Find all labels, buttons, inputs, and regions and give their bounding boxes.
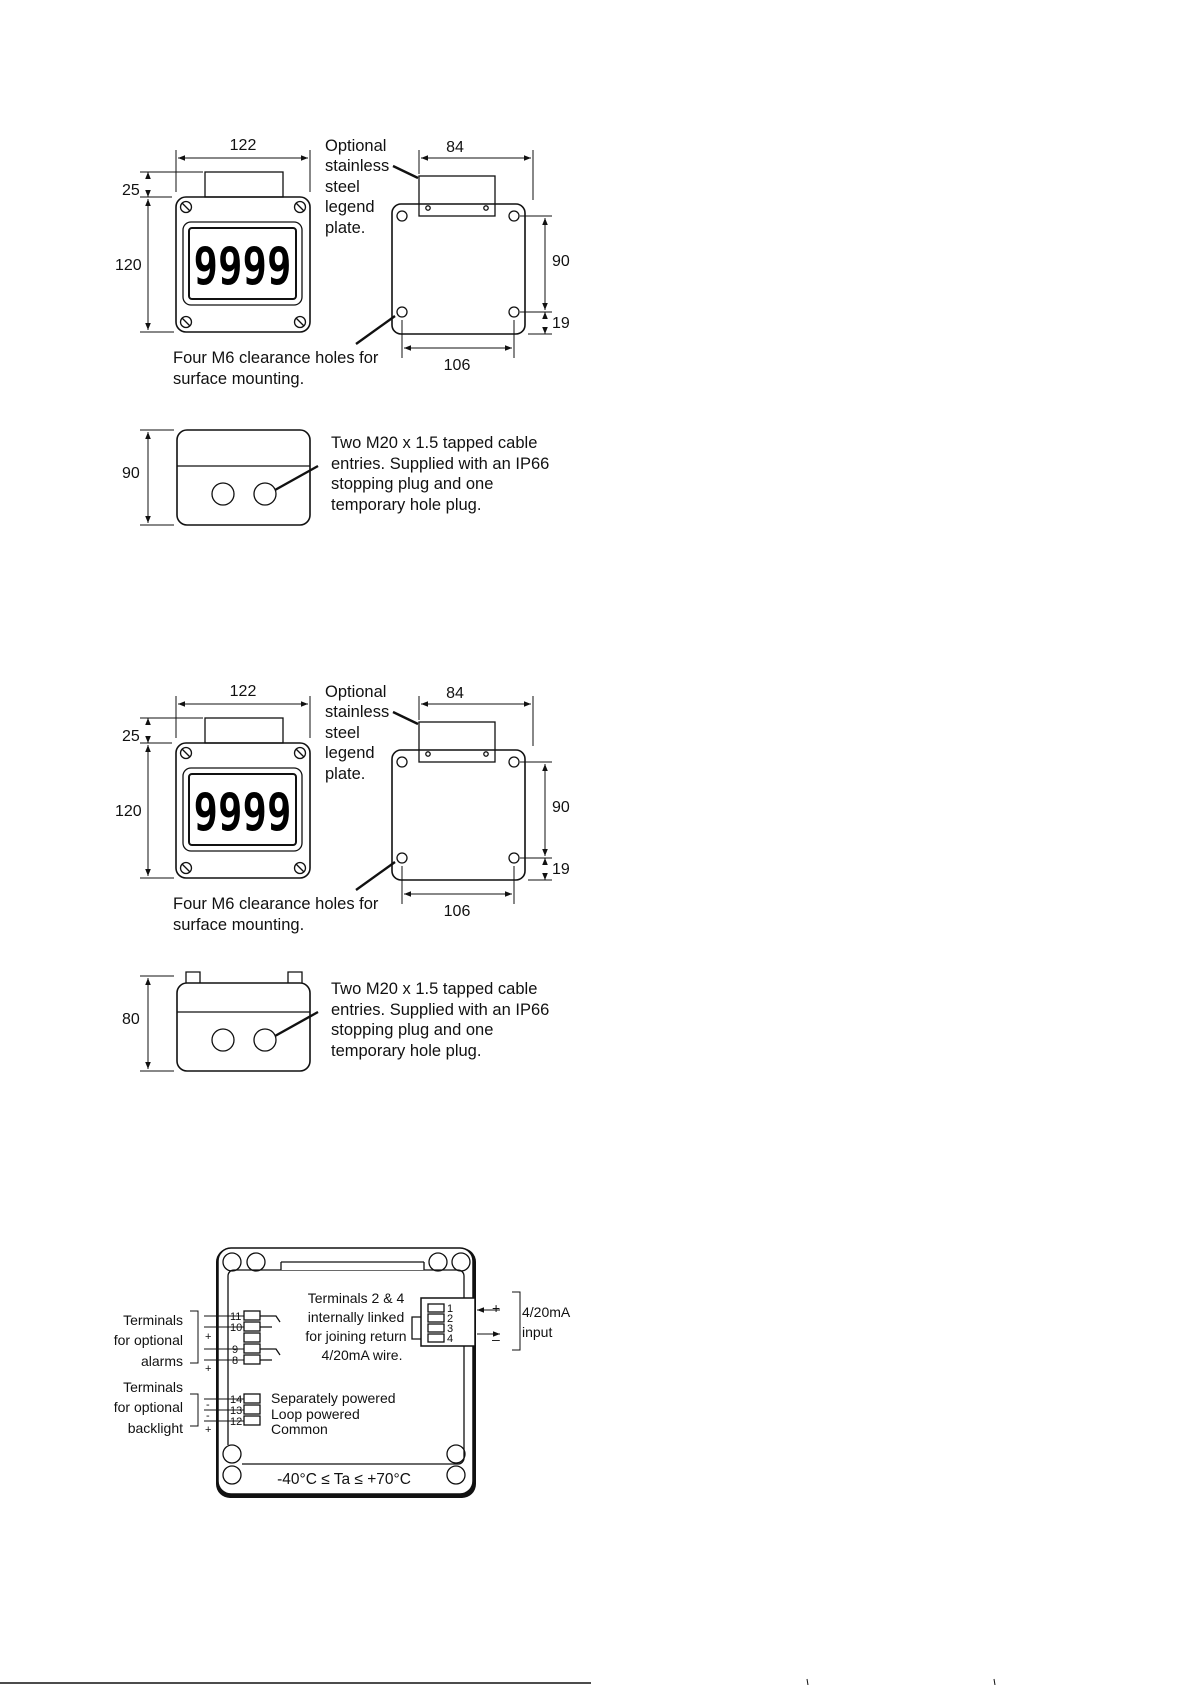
mounting-hole <box>397 211 407 221</box>
backlight-label-line: for optional <box>113 1399 183 1415</box>
dim-depth: 80 <box>122 1011 140 1028</box>
terminal-number: 11 <box>230 1311 242 1323</box>
mounting-hole <box>509 211 519 221</box>
plate-note-line: plate. <box>325 219 366 237</box>
plate-note-line: Optional <box>325 683 387 701</box>
cable-entry <box>254 1029 276 1051</box>
dim-height: 120 <box>115 803 142 820</box>
cable-note-line: entries. Supplied with an IP66 <box>331 455 550 473</box>
backlight-mode: Loop powered <box>271 1406 360 1422</box>
plate-note-line: steel <box>325 178 360 196</box>
dim-plate-width: 84 <box>446 685 464 702</box>
legend-plate-tab <box>205 718 283 743</box>
dim-hole-vertical: 90 <box>552 253 570 270</box>
link-note-line: Terminals 2 & 4 <box>307 1290 405 1306</box>
terminal-number: 2 <box>447 1313 454 1325</box>
dim-plate-height: 25 <box>122 728 140 745</box>
cable-entry <box>254 483 276 505</box>
legend-plate <box>419 176 495 216</box>
plate-note-line: stainless <box>325 157 390 175</box>
backlight-label-line: backlight <box>127 1420 183 1436</box>
alarm-bracket <box>190 1311 198 1363</box>
terminal-sign: + <box>205 1331 212 1343</box>
mounting-hole <box>397 853 407 863</box>
dim-width: 122 <box>229 137 257 154</box>
rear-housing <box>392 204 525 334</box>
dim-height: 120 <box>115 257 142 274</box>
dim-hole-bottom: 19 <box>552 315 570 332</box>
input-label-line: input <box>522 1324 553 1340</box>
plate-note-line: plate. <box>325 765 366 783</box>
mounting-hole <box>509 757 519 767</box>
backlight-label-line: Terminals <box>123 1379 183 1395</box>
cable-note-line: temporary hole plug. <box>331 1042 482 1060</box>
plate-note-line: steel <box>325 724 360 742</box>
rear-housing <box>392 750 525 880</box>
terminal-number: 13 <box>230 1405 243 1417</box>
backlight-bracket <box>190 1394 198 1426</box>
mounting-note-line: Four M6 clearance holes for <box>173 895 379 913</box>
backlight-mode: Separately powered <box>271 1390 396 1406</box>
footer-tick <box>807 1679 808 1685</box>
terminal-diagram <box>114 1248 571 1498</box>
dim-hole-vertical: 90 <box>552 799 570 816</box>
footer-tick <box>994 1679 995 1685</box>
dim-plate-height: 25 <box>122 182 140 199</box>
front-view <box>140 150 310 332</box>
side-housing <box>177 430 310 525</box>
terminal-number: 12 <box>230 1416 243 1428</box>
side-view <box>140 972 318 1071</box>
terminal-number: 8 <box>232 1355 239 1367</box>
terminal-number: 10 <box>230 1322 243 1334</box>
dimension-diagram-a <box>115 137 570 525</box>
mounting-hole <box>509 307 519 317</box>
terminal-housing <box>218 1248 473 1494</box>
input-bracket <box>512 1292 520 1350</box>
terminal-sign: - <box>206 1410 210 1422</box>
plate-note-line: Optional <box>325 137 387 155</box>
mounting-note-line: Four M6 clearance holes for <box>173 349 379 367</box>
cable-note-line: Two M20 x 1.5 tapped cable <box>331 434 538 452</box>
link-note-line: internally linked <box>307 1309 405 1325</box>
terminal-sign: + <box>492 1300 501 1316</box>
rear-view <box>356 150 552 358</box>
input-label-line: 4/20mA <box>522 1304 571 1320</box>
dim-hole-bottom: 19 <box>552 861 570 878</box>
alarms-label-line: for optional <box>113 1332 183 1348</box>
cable-entry <box>212 483 234 505</box>
dim-hole-horizontal: 106 <box>443 903 471 920</box>
plate-note-line: legend <box>325 198 375 216</box>
mounting-hole <box>397 307 407 317</box>
display-digits: 9999 <box>193 237 292 297</box>
cable-note-line: Two M20 x 1.5 tapped cable <box>331 980 538 998</box>
cable-note-line: entries. Supplied with an IP66 <box>331 1001 550 1019</box>
backlight-mode: Common <box>271 1421 328 1437</box>
dim-plate-width: 84 <box>446 139 464 156</box>
terminal-sign: + <box>205 1424 212 1436</box>
plate-note-line: legend <box>325 744 375 762</box>
dim-depth: 90 <box>122 465 140 482</box>
alarms-label-line: alarms <box>140 1353 183 1369</box>
terminal-sign: + <box>205 1363 212 1375</box>
mounting-note-line: surface mounting. <box>173 916 305 934</box>
cable-entry <box>212 1029 234 1051</box>
plate-note <box>325 137 389 237</box>
terminal-sign: – <box>492 1331 500 1347</box>
terminal-number: 4 <box>447 1333 454 1345</box>
input-terminal-block <box>412 1298 475 1346</box>
legend-plate-tab <box>205 172 283 197</box>
terminal-number: 9 <box>232 1344 239 1356</box>
rear-view <box>356 696 552 904</box>
dim-width: 122 <box>229 683 257 700</box>
cable-note-line: stopping plug and one <box>331 475 494 493</box>
terminal-number: 3 <box>447 1323 454 1335</box>
link-note-line: 4/20mA wire. <box>321 1347 403 1363</box>
side-view <box>140 430 318 525</box>
cable-note-line: stopping plug and one <box>331 1021 494 1039</box>
dim-hole-horizontal: 106 <box>443 357 471 374</box>
cable-note-line: temporary hole plug. <box>331 496 482 514</box>
terminal-sign: - <box>206 1399 210 1411</box>
temperature-range: -40°C ≤ Ta ≤ +70°C <box>277 1471 411 1488</box>
display-digits: 9999 <box>193 783 292 843</box>
lid-tabs <box>186 972 302 983</box>
legend-plate <box>419 722 495 762</box>
plate-note-line: stainless <box>325 703 390 721</box>
mounting-note-line: surface mounting. <box>173 370 305 388</box>
dimension-diagram-b <box>115 683 570 1071</box>
alarms-label-line: Terminals <box>123 1312 183 1328</box>
mounting-hole <box>397 757 407 767</box>
link-note-line: for joining return <box>305 1328 407 1344</box>
mounting-hole <box>509 853 519 863</box>
front-view <box>140 696 310 878</box>
terminal-number: 1 <box>447 1303 454 1315</box>
terminal-number: 14 <box>230 1394 243 1406</box>
